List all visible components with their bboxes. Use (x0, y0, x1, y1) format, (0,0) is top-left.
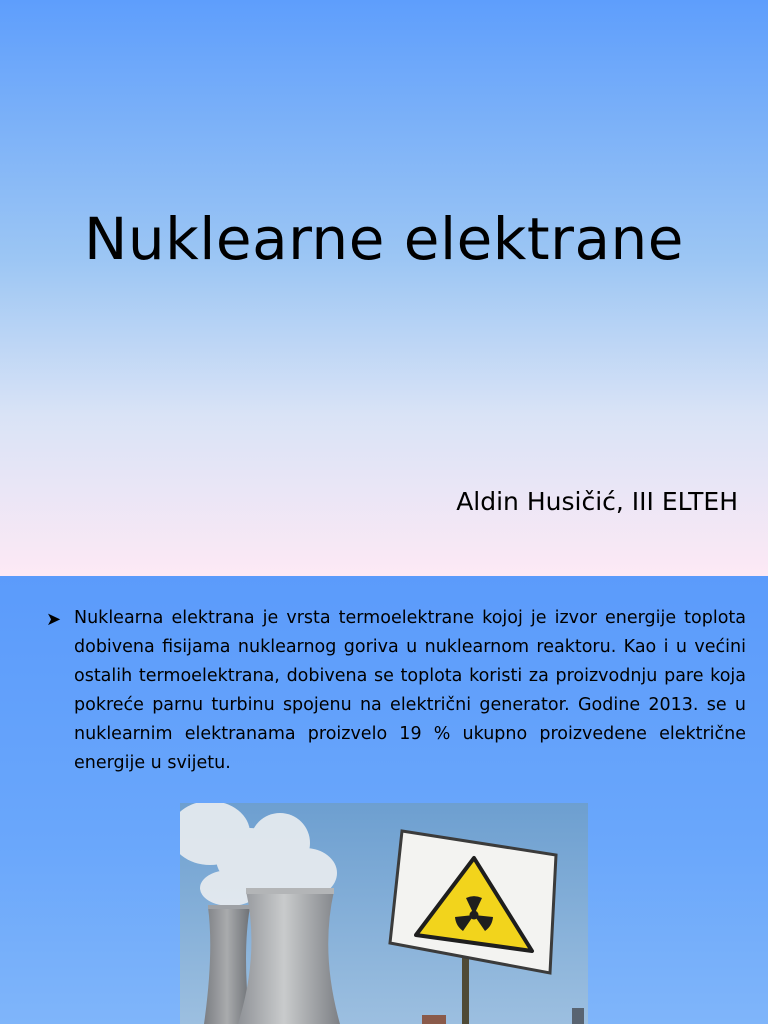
cooling-towers-photo (180, 803, 588, 1024)
slide-subtitle: Aldin Husičić, III ELTEH (456, 487, 738, 516)
content-slide (0, 576, 768, 1024)
bullet-item (46, 604, 746, 778)
slide-title: Nuklearne elektrane (84, 205, 684, 273)
bullet-paragraph: Nuklearna elektrana je vrsta termoelektrane kojoj je izvor energije toplota dobivena fisijama nuklearnog goriva u nuklearnom reaktoru. Kao i u većini ostalih termoelektrana, dobivena se toplota koristi za proizvodnju pare koja pokreće parnu turbinu spojenu na električni generator. Godine 2013. se u nuklearnim elektranama proizvelo 19 % ukupno proizvedene električne energije u svijetu. (74, 608, 746, 773)
arrow-bullet-icon: ➤ (46, 609, 62, 630)
